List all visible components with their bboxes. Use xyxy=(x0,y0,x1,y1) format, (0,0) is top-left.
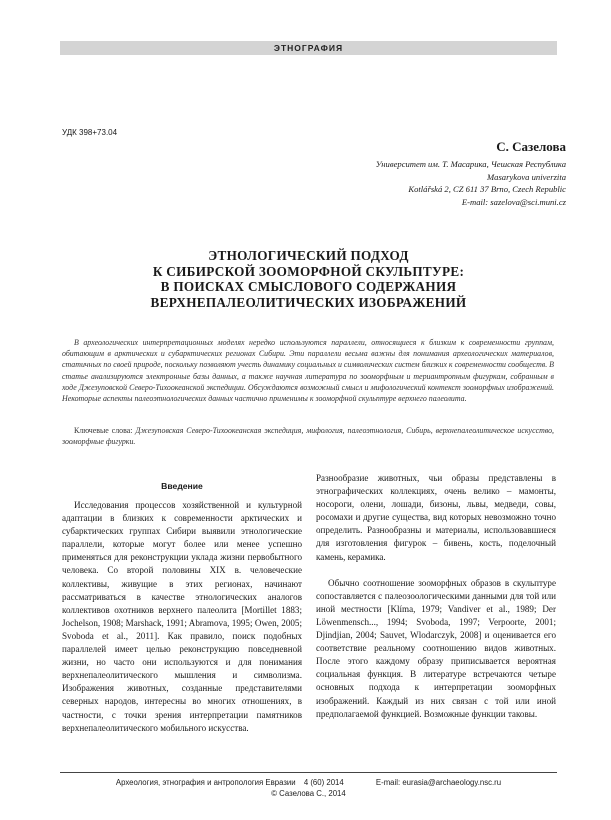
article-title xyxy=(60,248,557,310)
body-column-left xyxy=(62,499,302,735)
affiliation-line: Masarykova univerzita xyxy=(487,171,566,182)
affiliation-line: Университет им. Т. Масарика, Чешская Республика xyxy=(375,159,566,169)
page-footer xyxy=(60,777,557,799)
title-line: ЭТНОЛОГИЧЕСКИЙ ПОДХОД xyxy=(208,248,409,263)
keywords xyxy=(62,425,554,447)
footer-issue: 4 (60) 2014 xyxy=(303,778,344,787)
body-paragraph: Обычно соотношение зооморфных образов в скульптуре сопоставляется с палеозоологическими данными для той или иной местности [Klíma, 1979; Vandiver et al., 1989; Der Löwenmensch..., 1994; Svoboda, 1997; Verpoorte, 2001; Djindjian, 2004; Sauvet, Wlodarczyk, 2008] и оценивается его соответствие реальному соотношению видов животных. После этого каждому образу приписывается вероятная социальная функция. В литературе встречаются четыре основных подхода к интерпретации зооморфных изображений. Каждый из них связан с той или иной предполагаемой функцией. Возможные функции таковы. xyxy=(316,577,556,719)
footer-email: E-mail: eurasia@archaeology.nsc.ru xyxy=(375,778,502,787)
title-line: К СИБИРСКОЙ ЗООМОРФНОЙ СКУЛЬПТУРЕ: xyxy=(152,263,465,279)
affiliation-email: E-mail: sazelova@sci.muni.cz xyxy=(461,196,566,207)
section-title: ЭТНОГРАФИЯ xyxy=(273,43,344,53)
footer-journal: Археология, этнография и антропология Евразии xyxy=(115,778,296,787)
title-line: ВЕРХНЕПАЛЕОЛИТИЧЕСКИХ ИЗОБРАЖЕНИЙ xyxy=(150,294,467,310)
keywords-label: Ключевые слова: xyxy=(74,426,133,435)
author-affiliation xyxy=(266,158,566,208)
footer-divider xyxy=(60,772,557,773)
section-heading-introduction: Введение xyxy=(161,481,203,491)
body-paragraph: Исследования процессов хозяйственной и культурной адаптации в близких к современности арктических и субарктических группах Сибири выявили этнологические параллели, которые могут более или менее успешно применяться для реконструкции уклада жизни первобытного человека. Со второй половины XIX в. человеческие коллективы, живущие в этих регионах, начинают рассматриваться в качестве этнологических аналогов коллективов охотников верхнего палеолита [Mortillet 1883; Jochelson, 1908; Marshack, 1991; Abramova, 1995; Owen, 2005; Svoboda et al., 2011]. Как правило, поиск подобных параллелей имеет целью реконструкцию повседневной жизни, но часто они используются и для понимания верхнепалеолитического мышления и символизма. Изображения животных, созданные представителями северных народов, интересны во многих отношениях, в частности, с точки зрения интерпретации памятников верхнепалеолитического мобильного искусства. xyxy=(62,500,302,733)
keywords-text: Джезуповская Северо-Тихоокеанская экспедиция, мифология, палеоэтнология, Сибирь, верхнепалеолитическое искусство, зооморфные фигурки. xyxy=(62,426,555,447)
footer-copyright: © Сазелова С., 2014 xyxy=(271,789,346,798)
affiliation-line: Kotlářská 2, CZ 611 37 Brno, Czech Republic xyxy=(408,184,566,195)
section-header-bar xyxy=(60,41,557,55)
abstract: В археологических интерпретационных моделях нередко используются параллели, относящиеся к близким к современности группам, обитающим в арктических и субарктических регионах Сибири. Эти параллели весьма важны для понимания археологических материалов, статичных по своей природе, поскольку позволяют учесть динамику социальных и символических систем близких к современности сообществ. В статье анализируются электронные базы данных, а также научная литература по зооморфным и териантропным фигуркам, собранным в ходе Джезуповской Северо-Тихоокеанской экспедиции. Обсуждаются возможный смысл и мифологический контекст зооморфных изображений. Некоторые аспекты палеоэтнологических данных частично применимы к зооморфной скульптуре верхнего палеолита. xyxy=(62,338,554,404)
author-name: С. Сазелова xyxy=(496,139,566,154)
udk-code: УДК 398+73.04 xyxy=(62,128,118,137)
title-line: В ПОИСКАХ СМЫСЛОВОГО СОДЕРЖАНИЯ xyxy=(160,279,457,295)
body-paragraph: Разнообразие животных, чьи образы представлены в этнографических коллекциях, очень велико – мамонты, носороги, олени, лошади, бизоны, львы, медведи, совы, росомахи и другие существа, вид которых невозможно точно определить. Разнообразны и материалы, использовавшиеся для изготовления фигурок – бивень, кость, поделочный камень, керамика. xyxy=(316,473,556,562)
body-column-right xyxy=(316,472,556,721)
